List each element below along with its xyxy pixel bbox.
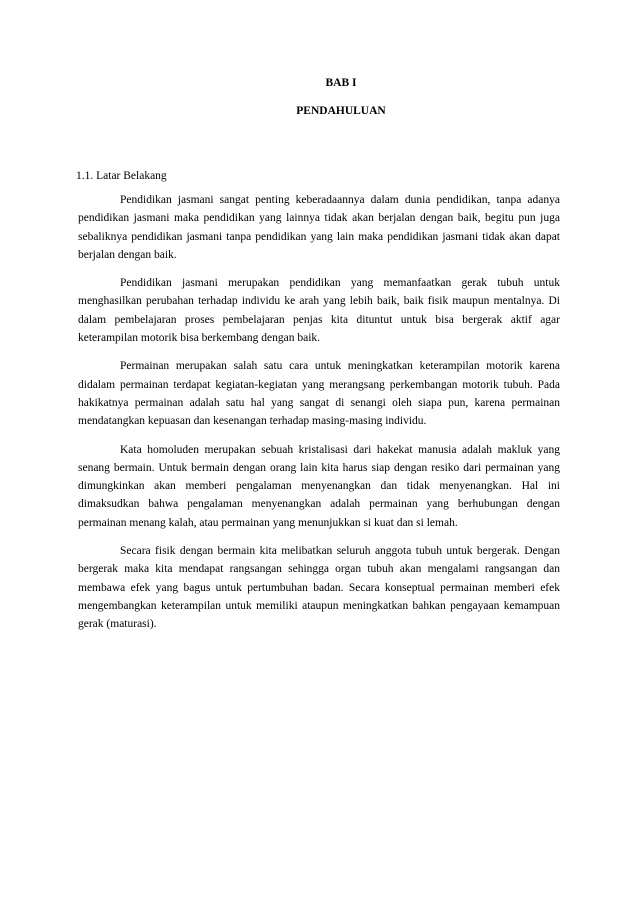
chapter-title: PENDAHULUAN xyxy=(296,105,386,117)
paragraph-2: Pendidikan jasmani merupakan pendidikan yang memanfaatkan gerak tubuh untuk menghasilkan perubahan terhadap individu ke arah yang lebih baik, baik fisik maupun mentalnya. Di dalam pembelajaran proses pembelajaran penjas kita dituntut untuk bisa bergerak aktif agar keterampilan motorik bisa berkembang dengan baik. xyxy=(78,277,560,345)
document-page xyxy=(78,76,560,634)
section-heading: 1.1. Latar Belakang xyxy=(76,170,167,182)
paragraph-3: Permainan merupakan salah satu cara untuk meningkatkan keterampilan motorik karena didalam permainan terdapat kegiatan-kegiatan yang merangsang perkembangan motorik tubuh. Pada hakikatnya permainan adalah satu hal yang sangat di senangi oleh siapa pun, karena permainan mendatangkan kepuasan dan kesenangan terhadap masing-masing individu. xyxy=(78,360,560,428)
chapter-number: BAB I xyxy=(325,77,357,89)
paragraph-4: Kata homoluden merupakan sebuah kristalisasi dari hakekat manusia adalah makluk yang senang bermain. Untuk bermain dengan orang lain kita harus siap dengan resiko dari permainan yang dimungkinkan akan memberi pengalaman menyenangkan dan tidak menyenangkan. Hal ini dimaksudkan bahwa pengalaman menyenangkan adalah permainan yang berhubungan dengan permainan menang kalah, atau permainan yang menunjukkan si kuat dan si lemah. xyxy=(78,443,560,529)
paragraph-5: Secara fisik dengan bermain kita melibatkan seluruh anggota tubuh untuk bergerak. Dengan bergerak maka kita mendapat rangsangan sehingga organ tubuh akan mengalami rangsangan dan membawa efek yang bagus untuk pertumbuhan badan. Secara konseptual permainan memberi efek mengembangkan keterampilan untuk memiliki ataupun meningkatkan bahkan pengayaan kemampuan gerak (maturasi). xyxy=(78,545,560,631)
paragraph-1: Pendidikan jasmani sangat penting keberadaannya dalam dunia pendidikan, tanpa adanya pendidikan jasmani maka pendidikan yang lainnya tidak akan berjalan dengan baik, begitu pun juga sebaliknya pendidikan jasmani tanpa pendidikan yang lain maka pendidikan jasmani tidak akan dapat berjalan dengan baik. xyxy=(78,194,560,261)
